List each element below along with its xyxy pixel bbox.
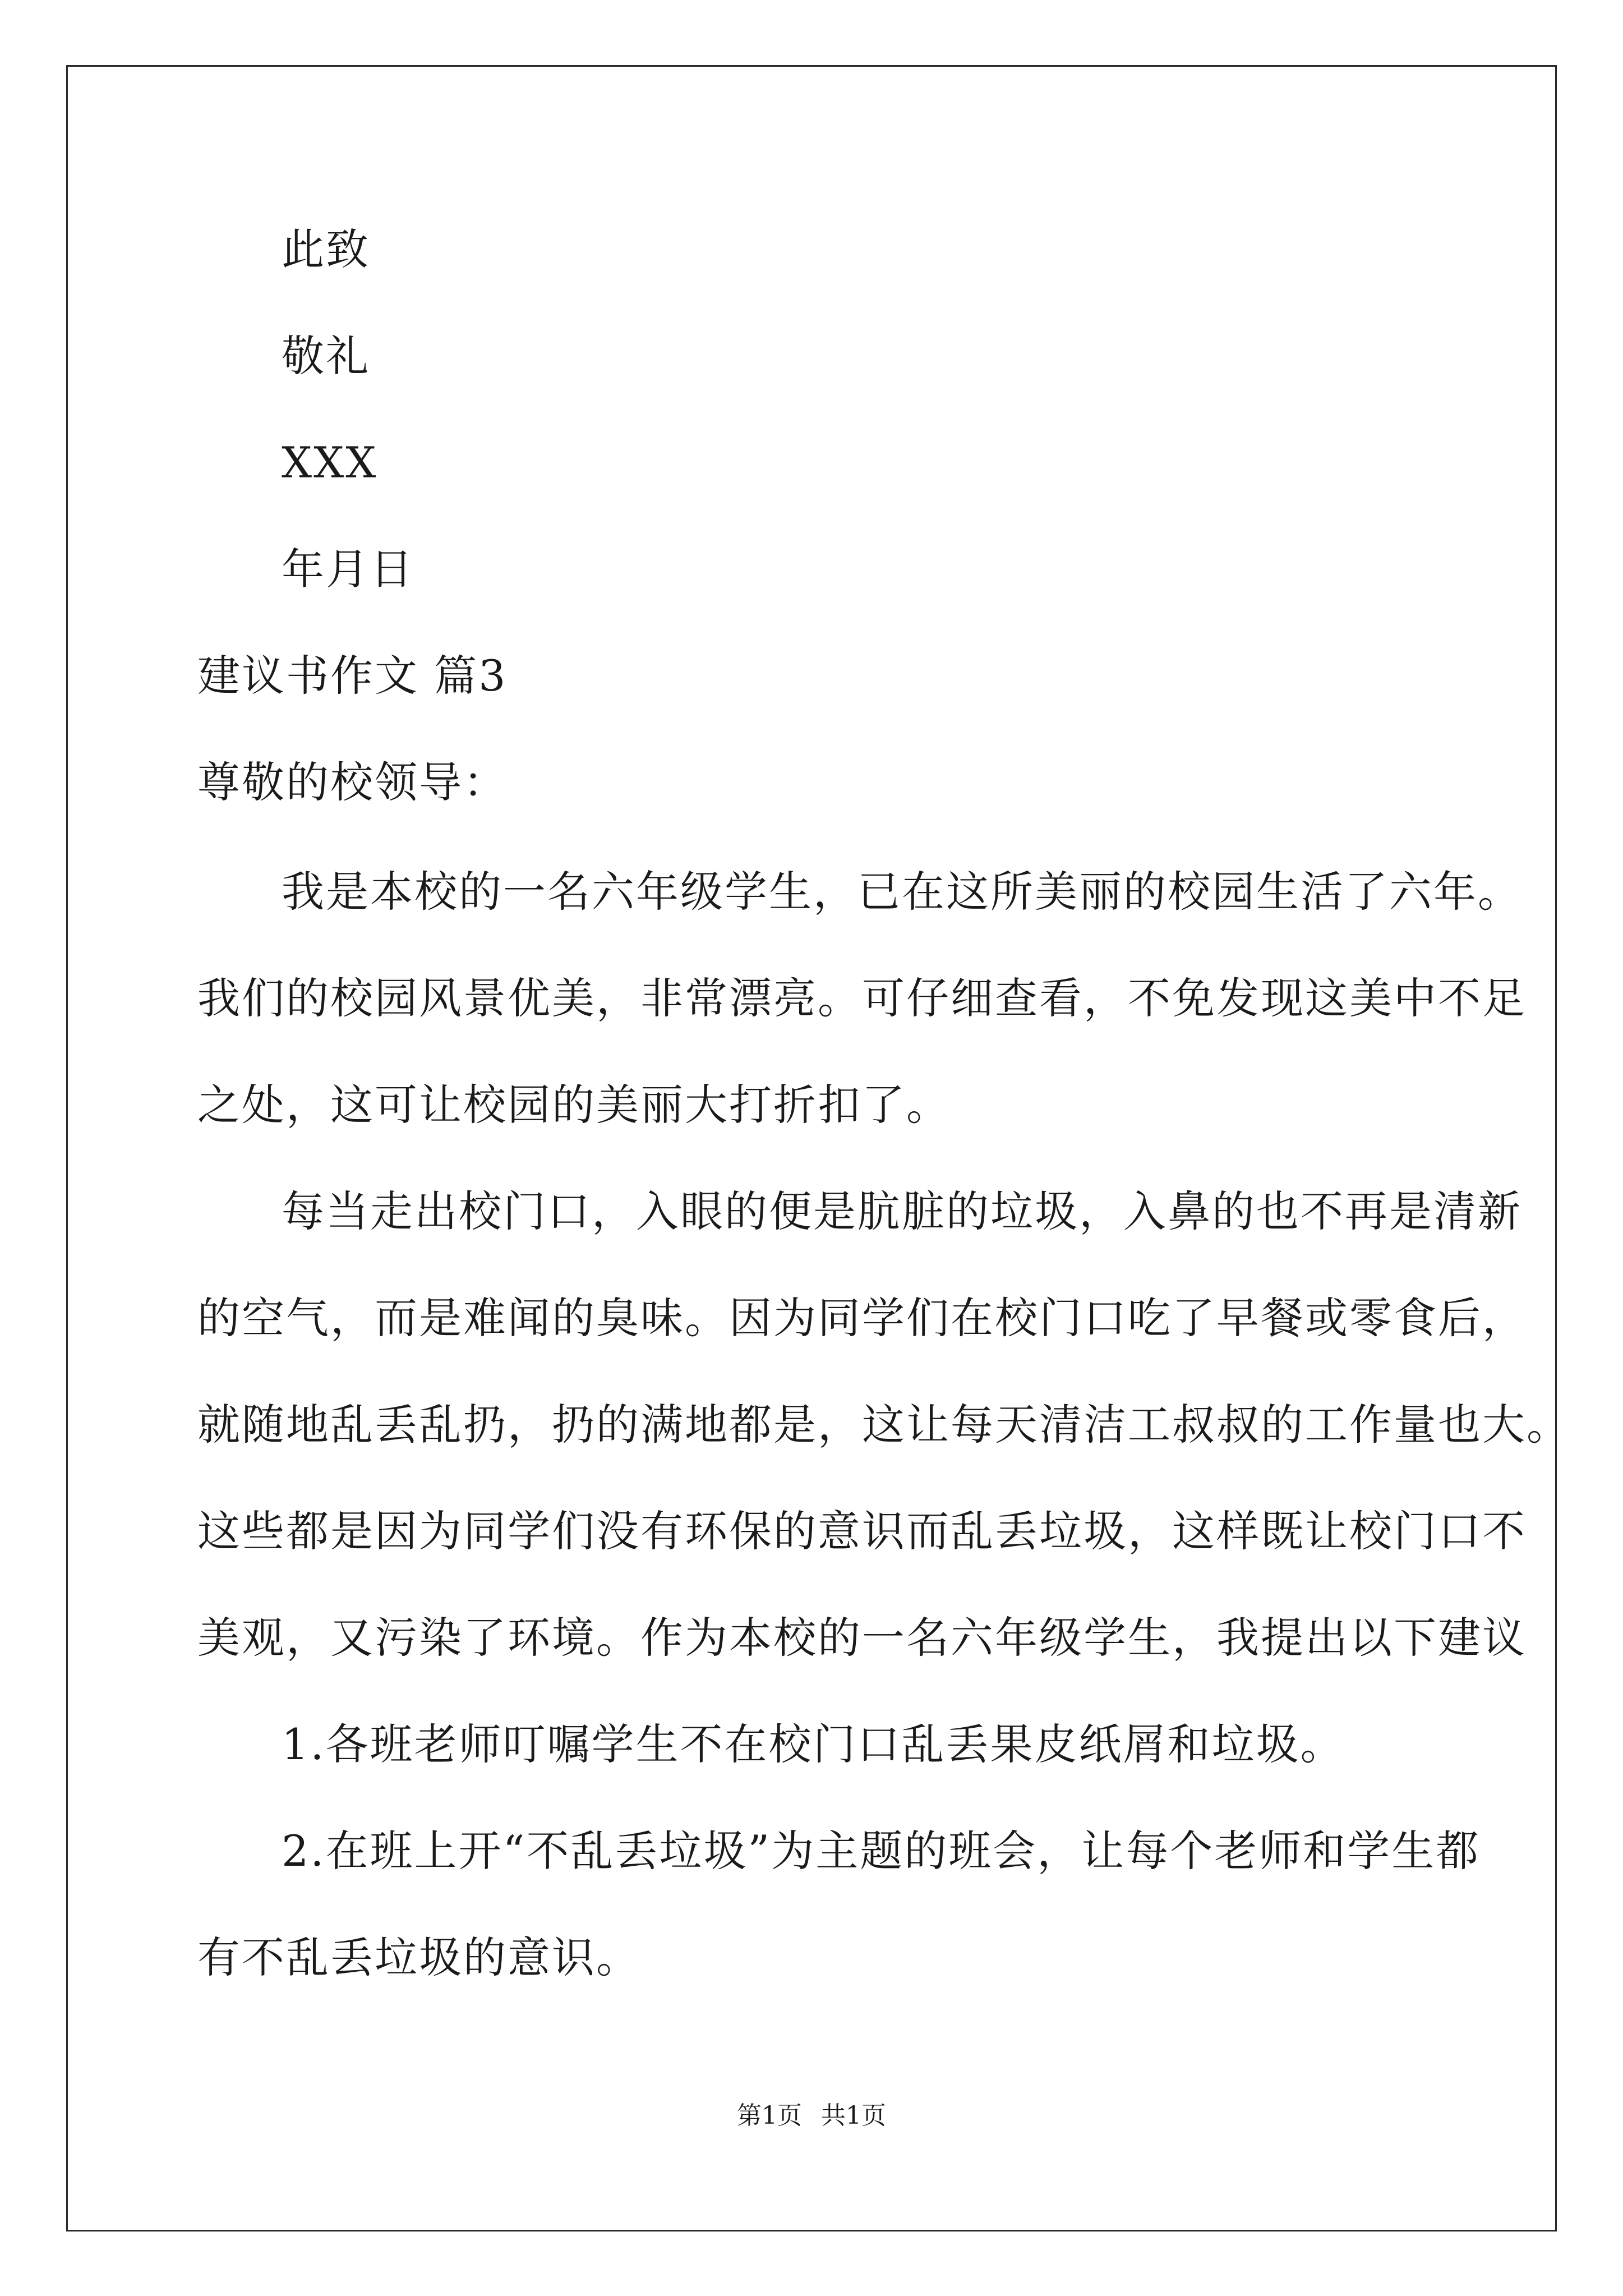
page-footer	[0, 2099, 1623, 2133]
page-border	[66, 65, 1557, 2231]
signature-line: XXX	[282, 438, 378, 487]
closing-line: 此致	[282, 224, 370, 274]
paragraph-line: 我是本校的一名六年级学生，已在这所美丽的校园生活了六年。	[282, 867, 1522, 917]
suggestion-item: 1.各班老师叮嘱学生不在校门口乱丢果皮纸屑和垃圾。	[282, 1719, 1345, 1769]
date-line: 年月日	[282, 544, 414, 594]
paragraph-line: 这些都是因为同学们没有环保的意识而乱丢垃圾，这样既让校门口不	[197, 1506, 1527, 1556]
paragraph-line: 美观，又污染了环境。作为本校的一名六年级学生，我提出以下建议	[197, 1613, 1527, 1663]
paragraph-line: 之处，这可让校园的美丽大打折扣了。	[197, 1080, 951, 1130]
page-total: 共1页	[821, 2101, 886, 2130]
paragraph-line: 有不乱丢垃圾的意识。	[197, 1932, 640, 1982]
paragraph-line: 的空气，而是难闻的臭味。因为同学们在校门口吃了早餐或零食后，	[197, 1293, 1527, 1343]
section-title: 建议书作文 篇3	[197, 651, 508, 701]
suggestion-item: 2.在班上开“不乱丢垃圾”为主题的班会，让每个老师和学生都	[282, 1826, 1481, 1876]
paragraph-line: 每当走出校门口，入眼的便是肮脏的垃圾，入鼻的也不再是清新	[282, 1186, 1522, 1236]
paragraph-line: 就随地乱丢乱扔，扔的满地都是，这让每天清洁工叔叔的工作量也大。	[197, 1400, 1571, 1450]
paragraph-line: 我们的校园风景优美，非常漂亮。可仔细查看，不免发现这美中不足	[197, 973, 1527, 1023]
closing-line: 敬礼	[282, 331, 370, 381]
salutation: 尊敬的校领导：	[197, 757, 508, 807]
page-number: 第1页	[737, 2101, 802, 2130]
